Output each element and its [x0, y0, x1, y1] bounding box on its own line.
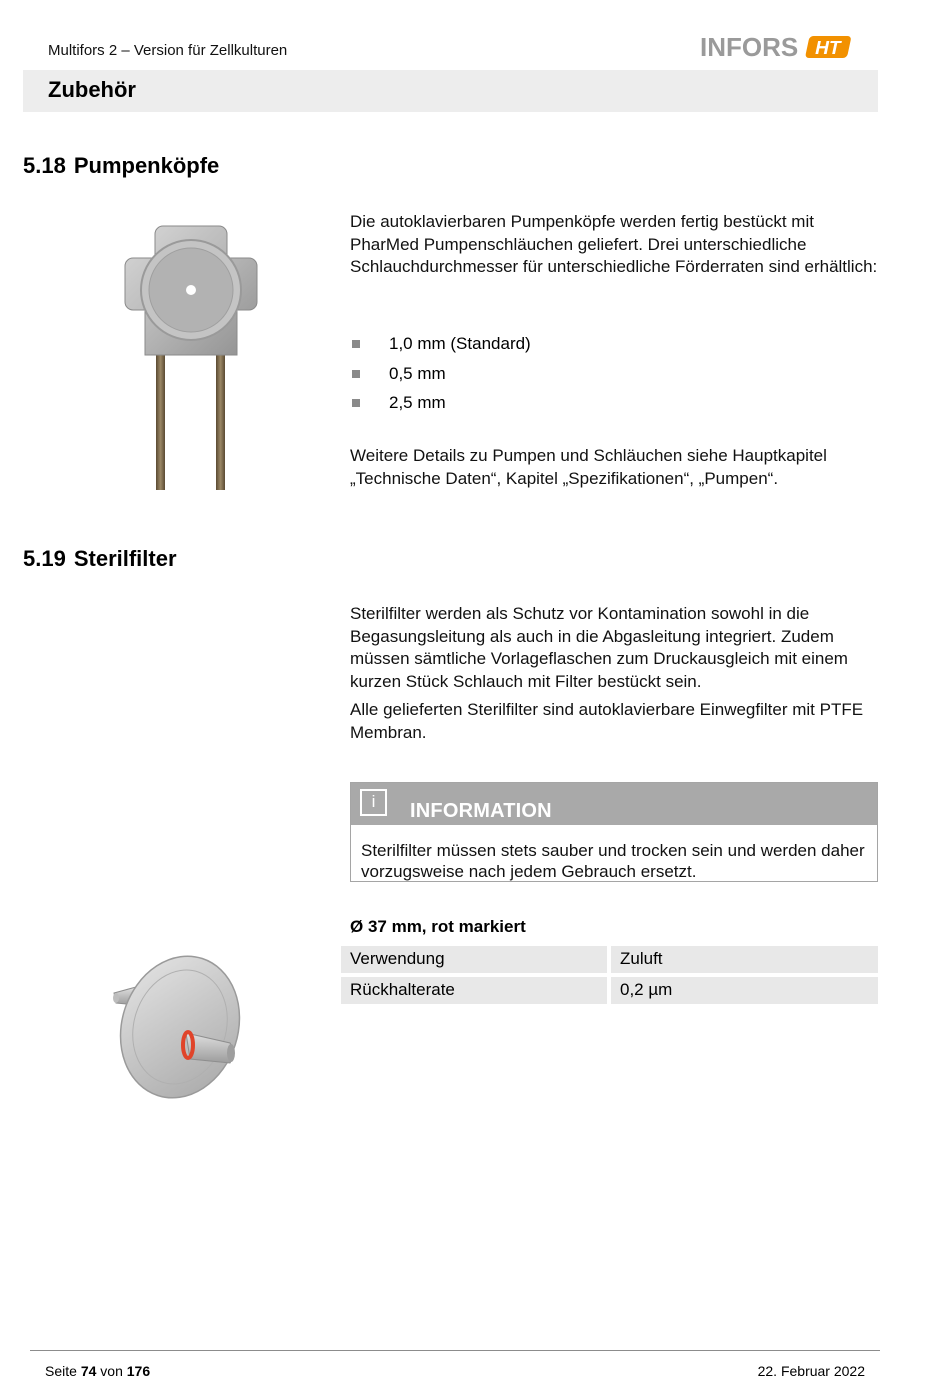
- heading-text: Sterilfilter: [73, 546, 177, 571]
- logo-mark: [805, 36, 852, 59]
- list-item: 0,5 mm: [350, 363, 870, 393]
- spec-value: Zuluft: [611, 946, 878, 973]
- section-header-band: [23, 70, 878, 112]
- bullet-square-icon: [352, 340, 360, 348]
- filter-spec-table: [341, 946, 878, 1008]
- total-pages: 176: [126, 1363, 151, 1379]
- bullet-square-icon: [352, 399, 360, 407]
- info-icon: i: [360, 789, 387, 816]
- infors-ht-logo: [700, 31, 855, 61]
- information-label: INFORMATION: [410, 800, 552, 822]
- logo-mark-text: HT: [813, 38, 843, 59]
- table-row: [341, 977, 878, 1004]
- document-date: 22. Februar 2022: [757, 1363, 865, 1379]
- section-title: Zubehör: [48, 77, 136, 102]
- bullet-square-icon: [352, 370, 360, 378]
- heading-number: 5.18: [23, 153, 66, 178]
- heading-sterile-filter: [23, 546, 177, 572]
- heading-text: Pumpenköpfe: [73, 153, 220, 178]
- heading-pump-heads: [23, 153, 219, 179]
- pump-heads-details: Weitere Details zu Pumpen und Schläuchen siehe Hauptkapitel „Technische Daten“, Kapitel „Spezifikationen“, „Pumpen“.: [350, 446, 827, 488]
- sterile-filter-paragraph-1: Sterilfilter werden als Schutz vor Kontamination sowohl in die Begasungsleitung als auch in die Abgasleitung integriert. Zudem müssen sämtliche Vorlageflaschen zum Druckausgleich mit einem kurzen Stück Schlauch mit Filter bestückt sein.: [350, 604, 848, 691]
- information-text: Sterilfilter müssen stets sauber und trocken sein und werden daher vorzugsweise nach jedem Gebrauch ersetzt.: [361, 841, 865, 881]
- spec-key: Verwendung: [341, 946, 607, 973]
- information-box: [350, 782, 878, 882]
- logo-brand-text: INFORS: [700, 32, 799, 61]
- page-number: Seite 74 von 176: [45, 1363, 151, 1379]
- list-item: 2,5 mm: [350, 392, 870, 422]
- heading-number: 5.19: [23, 546, 66, 571]
- filter-spec-title: Ø 37 mm, rot markiert: [350, 917, 526, 936]
- pump-heads-intro: Die autoklavierbaren Pumpenköpfe werden fertig bestückt mit PharMed Pumpenschläuchen geliefert. Drei unterschiedliche Schlauchdurchmesser für unterschiedliche Förderraten sind erhältlich:: [350, 212, 878, 276]
- information-header: [351, 783, 877, 825]
- pump-head-image: [120, 220, 265, 492]
- tube-diameter-list: [350, 333, 870, 422]
- spec-key: Rückhalterate: [341, 977, 607, 1004]
- table-row: [341, 946, 878, 973]
- document-title: Multifors 2 – Version für Zellkulturen: [48, 42, 288, 59]
- spec-value: 0,2 µm: [611, 977, 878, 1004]
- list-item: 1,0 mm (Standard): [350, 333, 870, 363]
- footer-divider: [30, 1350, 880, 1351]
- sterile-filter-paragraph-2: Alle gelieferten Sterilfilter sind autoklavierbare Einwegfilter mit PTFE Membran.: [350, 700, 864, 742]
- current-page: 74: [80, 1363, 97, 1379]
- sterile-filter-image: [108, 955, 248, 1103]
